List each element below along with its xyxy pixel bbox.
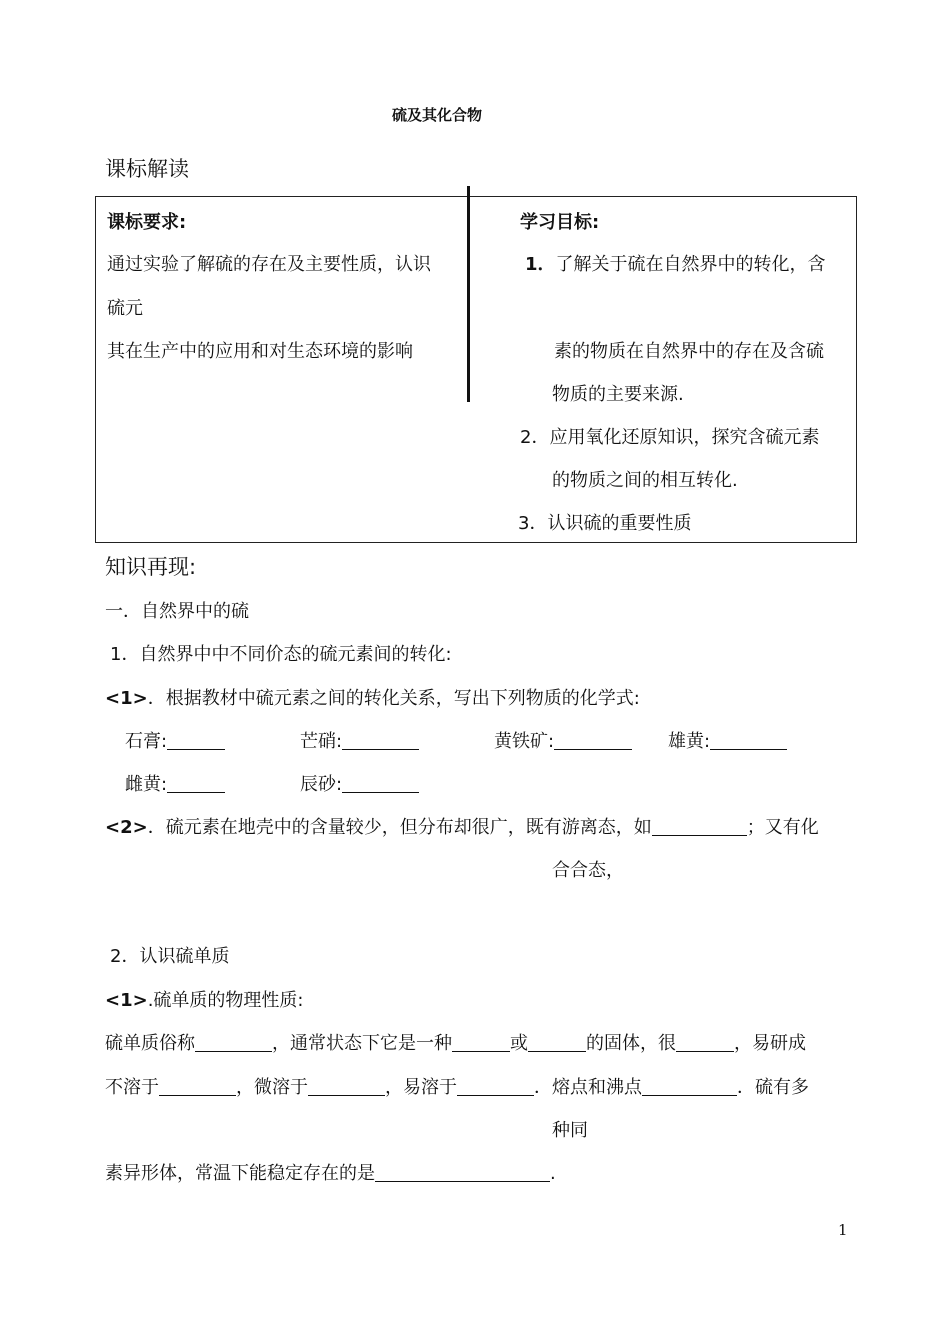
goal-1-line [525,250,826,276]
page-number: 1 [838,1221,848,1239]
question-text: ；又有化 [746,817,819,838]
question-line [105,684,640,710]
text: ，通常状态下它是一种 [272,1033,452,1054]
left-column-line: 其在生产中的应用和对生态环境的影响 [107,341,413,362]
goal-1-line: 物质的主要来源. [552,384,684,405]
fill-in-line [105,1029,806,1055]
text: 硫单质俗称 [105,1033,195,1054]
item-heading: 1．自然界中中不同价态的硫元素间的转化: [110,644,452,665]
question-text: .硫单质的物理性质: [147,990,304,1011]
document-title: 硫及其化合物 [392,106,483,124]
answer-blank[interactable] [528,1033,586,1052]
question-label: <1> [105,990,148,1011]
answer-blank[interactable] [452,1033,510,1052]
question-text: ．硫元素在地壳中的含量较少，但分布却很广，既有游离态，如 [147,817,652,838]
answer-blank[interactable] [554,731,632,750]
mineral-gypsum [125,727,225,753]
answer-blank[interactable] [375,1163,550,1182]
mineral-orpiment [125,770,225,796]
goal-1-text: 了解关于硫在自然界中的转化，含 [555,254,826,275]
answer-blank[interactable] [308,1077,385,1096]
goal-1-line: 素的物质在自然界中的存在及含硫 [554,341,824,362]
answer-blank[interactable] [457,1077,534,1096]
text: 的固体，很 [586,1033,676,1054]
item-heading: 2．认识硫单质 [110,946,230,967]
answer-blank[interactable] [342,774,419,793]
answer-blank[interactable] [167,774,225,793]
answer-blank[interactable] [195,1033,272,1052]
text: ．熔点和沸点 [534,1077,642,1098]
answer-blank[interactable] [342,731,419,750]
mineral-label: 辰砂: [300,774,343,795]
section-heading-curriculum: 课标解读 [105,157,189,181]
left-column-heading: 课标要求: [107,212,187,233]
fill-in-continuation: 种同 [552,1120,588,1141]
answer-blank[interactable] [159,1077,236,1096]
answer-blank[interactable] [676,1033,734,1052]
curriculum-box [95,196,857,543]
question-label: <2> [105,817,148,838]
goal-1-number: 1． [525,254,556,275]
text: ，易溶于 [385,1077,457,1098]
question-text: ．根据教材中硫元素之间的转化关系，写出下列物质的化学式: [147,688,640,709]
section-heading-knowledge: 知识再现: [105,555,197,579]
mineral-mirabilite [300,727,419,753]
mineral-label: 芒硝: [300,731,343,752]
text: . [550,1163,556,1184]
column-divider [467,186,470,402]
mineral-label: 雄黄: [668,731,711,752]
text: 素异形体，常温下能稳定存在的是 [105,1163,375,1184]
left-column-line: 硫元 [107,298,143,319]
mineral-cinnabar [300,770,419,796]
question-label: <1> [105,688,148,709]
text: ．硫有多 [737,1077,809,1098]
question-line [105,813,819,839]
question-continuation: 合合态， [552,860,624,881]
goal-2-line: 2．应用氧化还原知识，探究含硫元素 [520,427,820,448]
answer-blank[interactable] [652,817,747,836]
mineral-label: 石膏: [125,731,168,752]
mineral-label: 雌黄: [125,774,168,795]
text: 或 [510,1033,528,1054]
mineral-label: 黄铁矿: [494,731,555,752]
answer-blank[interactable] [710,731,787,750]
answer-blank[interactable] [167,731,225,750]
mineral-realgar [668,727,787,753]
text: 不溶于 [105,1077,159,1098]
goal-3-line: 3．认识硫的重要性质 [518,513,692,534]
text: ，易研成 [734,1033,806,1054]
question-line [105,986,304,1012]
fill-in-line [105,1159,556,1185]
left-column-line: 通过实验了解硫的存在及主要性质，认识 [107,254,431,275]
fill-in-line [105,1073,809,1099]
answer-blank[interactable] [642,1077,737,1096]
goal-2-line: 的物质之间的相互转化. [552,470,738,491]
text: ，微溶于 [236,1077,308,1098]
subsection-heading: 一．自然界中的硫 [105,601,249,622]
mineral-pyrite [494,727,632,753]
right-column-heading: 学习目标: [520,212,600,233]
